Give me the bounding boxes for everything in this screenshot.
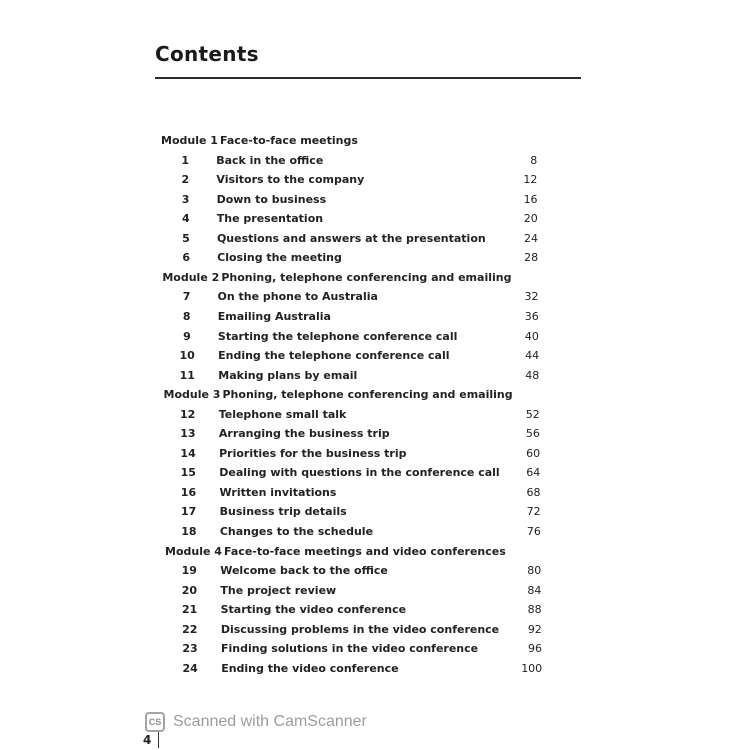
unit-page: 20 [523,212,538,226]
unit-page: 52 [525,407,540,421]
unit-title: The project review [220,583,337,597]
module-label: Module 1 [161,134,218,147]
unit-page: 28 [524,251,539,265]
unit-title: Ending the video conference [221,661,399,675]
unit-number: 8 [182,309,191,323]
unit-number: 19 [181,564,197,578]
unit-number: 16 [180,485,197,499]
unit-page: 100 [521,661,543,675]
module-title: Phoning, telephone conferencing and emailing [222,388,513,402]
unit-title: Ending the telephone conference call [218,349,450,363]
unit-page: 8 [530,153,538,167]
unit-title: Welcome back to the office [220,564,388,578]
unit-number: 13 [180,427,196,441]
unit-number: 11 [179,368,195,382]
unit-number: 24 [182,661,198,675]
unit-title: Visitors to the company [216,173,365,187]
module-title: Face-to-face meetings [220,134,358,147]
unit-number: 4 [181,212,190,226]
unit-title: Making plans by email [218,368,358,382]
unit-page: 64 [526,466,541,480]
unit-number: 10 [179,349,195,363]
unit-title: Questions and answers at the presentation [216,231,486,245]
unit-page: 80 [527,564,542,578]
watermark-text: Scanned with CamScanner [173,713,367,730]
unit-number: 17 [181,505,197,519]
unit-number: 1 [181,153,190,167]
unit-title: Dealing with questions in the conference call [219,466,500,480]
module-label: Module 2 [162,270,220,284]
module-label: Module 4 [165,544,222,558]
unit-page: 40 [524,329,539,343]
unit-number: 6 [182,251,190,265]
page-title: Contents [155,42,259,66]
unit-title: Discussing problems in the video conference [220,622,500,636]
unit-page: 32 [524,290,539,304]
unit-page: 72 [526,505,541,519]
camscanner-watermark [145,711,367,733]
unit-number: 15 [180,466,196,480]
unit-title: Back in the office [216,153,324,167]
unit-page: 76 [526,525,541,538]
unit-number: 3 [181,192,190,206]
unit-page: 12 [523,173,538,187]
unit-number: 12 [180,407,196,421]
unit-title: Starting the telephone conference call [217,329,458,343]
unit-page: 48 [525,368,540,382]
module-title: Phoning, telephone conferencing and emailing [221,270,512,284]
unit-page: 84 [527,583,542,597]
unit-number: 9 [183,329,191,343]
unit-number: 18 [181,525,197,538]
unit-page: 36 [524,309,539,323]
unit-page: 88 [527,603,542,617]
unit-title: Arranging the business trip [218,427,390,441]
page-number-divider [158,732,159,748]
unit-number: 21 [181,603,198,617]
module-label: Module 3 [163,388,221,402]
unit-page: 16 [523,192,538,206]
page-number: 4 [143,733,152,747]
unit-number: 7 [182,290,191,304]
unit-title: Changes to the schedule [219,525,374,538]
unit-page: 60 [526,446,541,460]
unit-page: 92 [527,622,542,636]
unit-number: 23 [182,642,198,656]
unit-title: On the phone to Australia [217,290,378,304]
unit-title: Written invitations [219,485,337,499]
unit-title: Finding solutions in the video conference [221,642,479,656]
unit-title: Business trip details [219,505,347,519]
unit-number: 22 [182,622,198,636]
unit-title: Telephone small talk [218,407,347,421]
unit-page: 96 [528,642,542,656]
unit-title: Priorities for the business trip [219,446,407,460]
module-title: Face-to-face meetings and video conferences [224,544,506,558]
unit-number: 20 [181,583,198,597]
unit-number: 14 [180,446,196,460]
unit-title: The presentation [216,212,324,226]
unit-page: 68 [526,485,541,499]
unit-number: 2 [181,173,190,187]
unit-title: Starting the video conference [220,603,407,617]
camscanner-logo-icon: CS [145,712,165,732]
unit-title: Down to business [216,192,327,206]
unit-title: Closing the meeting [217,251,342,265]
unit-title: Emailing Australia [217,309,331,323]
unit-page: 44 [525,349,540,363]
unit-page: 24 [523,231,538,245]
unit-page: 56 [525,427,540,441]
unit-number: 5 [182,231,190,245]
